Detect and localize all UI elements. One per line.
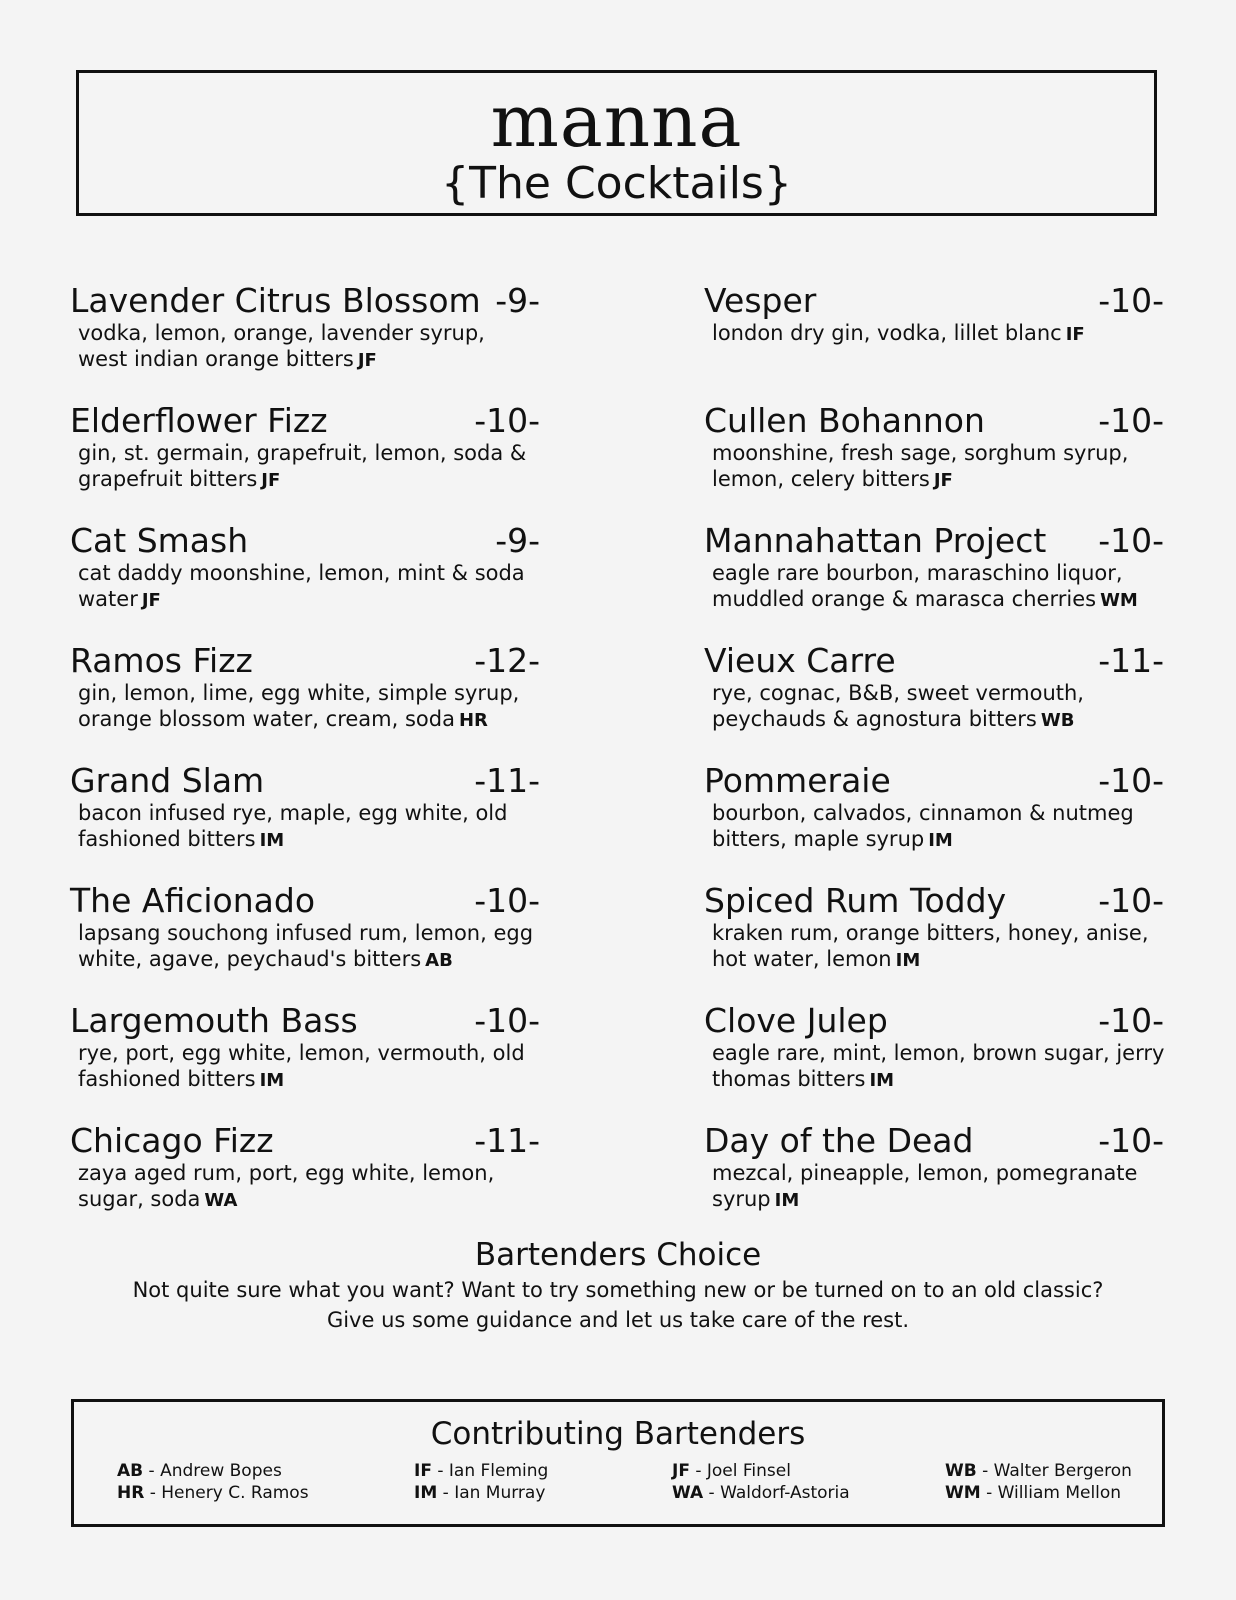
drink-name: Largemouth Bass — [70, 1001, 358, 1040]
drink-item — [70, 762, 540, 882]
drink-description: rye, port, egg white, lemon, vermouth, old fashioned bitters — [78, 1041, 525, 1091]
drink-item — [704, 1122, 1164, 1242]
contributor-entry — [117, 1482, 309, 1504]
drink-price: -10- — [1098, 1121, 1164, 1160]
drink-name: Elderflower Fizz — [70, 401, 328, 440]
bartender-code: IM — [928, 830, 953, 851]
drink-description: rye, cognac, B&B, sweet vermouth, peychauds & agnostura bitters — [712, 681, 1084, 731]
drink-description: london dry gin, vodka, lillet blanc — [712, 321, 1062, 345]
bartender-code: WB — [1040, 710, 1075, 731]
drink-price: -10- — [1098, 1001, 1164, 1040]
bartender-code: IM — [774, 1190, 800, 1211]
drink-item — [704, 402, 1164, 522]
contributor-entry — [945, 1460, 1132, 1482]
bartenders-choice-line2: Give us some guidance and let us take care of the rest. — [326, 1308, 910, 1332]
drink-price: -10- — [1098, 521, 1164, 560]
drink-item — [704, 642, 1164, 762]
drink-name: The Aficionado — [70, 881, 316, 920]
drink-price: -10- — [1098, 881, 1164, 920]
drink-price: -10- — [474, 401, 540, 440]
drink-item — [704, 1002, 1164, 1122]
contributor-abbr: IM — [414, 1483, 438, 1503]
drink-item — [70, 1002, 540, 1122]
drink-item — [704, 522, 1164, 642]
drink-description: zaya aged rum, port, egg white, lemon, sugar, soda — [78, 1161, 495, 1211]
bartender-code: JF — [357, 350, 377, 371]
drink-name: Cat Smash — [70, 521, 249, 560]
contributor-name: - William Mellon — [980, 1483, 1122, 1503]
bartender-code: IM — [259, 830, 285, 851]
drink-name: Lavender Citrus Blossom — [70, 281, 481, 320]
drink-name: Pommeraie — [704, 761, 891, 800]
drink-description: vodka, lemon, orange, lavender syrup, west indian orange bitters — [78, 321, 485, 371]
contributor-name: - Joel Finsel — [689, 1461, 791, 1481]
bartender-code: JF — [261, 470, 281, 491]
drink-price: -11- — [474, 1121, 540, 1160]
drink-description: kraken rum, orange bitters, honey, anise, hot water, lemon — [712, 921, 1149, 971]
drink-item — [70, 1122, 540, 1242]
drink-description: eagle rare bourbon, maraschino liquor, muddled orange & marasca cherries — [712, 561, 1123, 611]
contributor-entry — [672, 1460, 850, 1482]
drink-name: Cullen Bohannon — [704, 401, 985, 440]
drink-description: bacon infused rye, maple, egg white, old fashioned bitters — [78, 801, 508, 851]
drink-price: -10- — [1098, 281, 1164, 320]
drink-price: -10- — [474, 881, 540, 920]
drink-item — [704, 762, 1164, 882]
contributing-bartenders-box — [71, 1399, 1165, 1527]
menu-subtitle: {The Cocktails} — [441, 158, 792, 209]
drink-item — [704, 282, 1164, 402]
menu-title: manna — [490, 79, 743, 163]
drink-description: gin, st. germain, grapefruit, lemon, soda & grapefruit bitters — [78, 441, 527, 491]
drink-description: cat daddy moonshine, lemon, mint & soda water — [78, 561, 525, 611]
drink-name: Ramos Fizz — [70, 641, 253, 680]
drink-item — [70, 522, 540, 642]
drink-item — [70, 282, 540, 402]
drink-name: Mannahattan Project — [704, 521, 1047, 560]
contributor-name: - Henery C. Ramos — [144, 1483, 309, 1503]
contributing-bartenders-title: Contributing Bartenders — [430, 1416, 806, 1452]
contributor-name: - Walter Bergeron — [976, 1461, 1132, 1481]
bartender-code: WM — [1100, 590, 1138, 611]
contributor-entry — [414, 1482, 548, 1504]
contributor-entry — [945, 1482, 1132, 1504]
contributor-abbr: AB — [117, 1461, 144, 1481]
contributor-abbr: WM — [945, 1483, 981, 1503]
contributor-abbr: HR — [117, 1483, 145, 1503]
contributor-entry — [672, 1482, 850, 1504]
drink-name: Vesper — [704, 281, 817, 320]
drink-price: -9- — [495, 281, 540, 320]
drink-price: -10- — [1098, 761, 1164, 800]
drink-price: -10- — [1098, 401, 1164, 440]
bartender-code: HR — [458, 710, 488, 731]
drink-name: Spiced Rum Toddy — [704, 881, 1007, 920]
drink-name: Vieux Carre — [704, 641, 896, 680]
drink-item — [70, 402, 540, 522]
drink-description: bourbon, calvados, cinnamon & nutmeg bitters, maple syrup — [712, 801, 1134, 851]
drink-price: -9- — [495, 521, 540, 560]
right-drink-column — [704, 282, 1164, 1242]
contributor-name: - Ian Murray — [437, 1483, 546, 1503]
drink-name: Chicago Fizz — [70, 1121, 274, 1160]
contributor-column — [672, 1460, 850, 1504]
contributor-entry — [117, 1460, 309, 1482]
drink-description: eagle rare, mint, lemon, brown sugar, jerry thomas bitters — [712, 1041, 1165, 1091]
bartenders-choice-title: Bartenders Choice — [474, 1237, 762, 1273]
menu-header — [76, 70, 1157, 216]
drink-description: lapsang souchong infused rum, lemon, egg white, agave, peychaud's bitters — [78, 921, 534, 971]
drink-price: -11- — [1098, 641, 1164, 680]
bartenders-choice-line1: Not quite sure what you want? Want to try something new or be turned on to an old classic? — [132, 1278, 1104, 1302]
contributor-entry — [414, 1460, 548, 1482]
drink-description: moonshine, fresh sage, sorghum syrup, lemon, celery bitters — [712, 441, 1129, 491]
bartender-code: JF — [141, 590, 161, 611]
contributor-abbr: WA — [672, 1483, 704, 1503]
drink-item — [70, 882, 540, 1002]
contributors-grid — [74, 1460, 1162, 1510]
contributor-column — [117, 1460, 309, 1504]
bartender-code: IF — [1065, 324, 1085, 345]
contributor-name: - Waldorf-Astoria — [703, 1483, 850, 1503]
contributor-column — [414, 1460, 548, 1504]
bartender-code: WA — [204, 1190, 238, 1211]
drink-description: gin, lemon, lime, egg white, simple syrup, orange blossom water, cream, soda — [78, 681, 520, 731]
contributor-name: - Andrew Bopes — [143, 1461, 282, 1481]
bartender-code: IM — [869, 1070, 895, 1091]
contributor-name: - Ian Fleming — [431, 1461, 549, 1481]
drink-description: mezcal, pineapple, lemon, pomegranate syrup — [712, 1161, 1138, 1211]
bartender-code: AB — [425, 950, 453, 971]
bartender-code: IM — [895, 950, 921, 971]
drink-price: -10- — [474, 1001, 540, 1040]
contributor-abbr: JF — [672, 1461, 690, 1481]
contributor-column — [945, 1460, 1132, 1504]
drink-price: -11- — [474, 761, 540, 800]
bartender-code: JF — [933, 470, 953, 491]
contributor-abbr: WB — [945, 1461, 977, 1481]
bartender-code: IM — [259, 1070, 285, 1091]
drink-item — [704, 882, 1164, 1002]
drink-name: Day of the Dead — [704, 1121, 974, 1160]
drink-name: Clove Julep — [704, 1001, 888, 1040]
contributor-abbr: IF — [414, 1461, 432, 1481]
drink-item — [70, 642, 540, 762]
left-drink-column — [70, 282, 540, 1242]
drink-name: Grand Slam — [70, 761, 265, 800]
drink-price: -12- — [474, 641, 540, 680]
bartenders-choice-section — [0, 1236, 1236, 1334]
